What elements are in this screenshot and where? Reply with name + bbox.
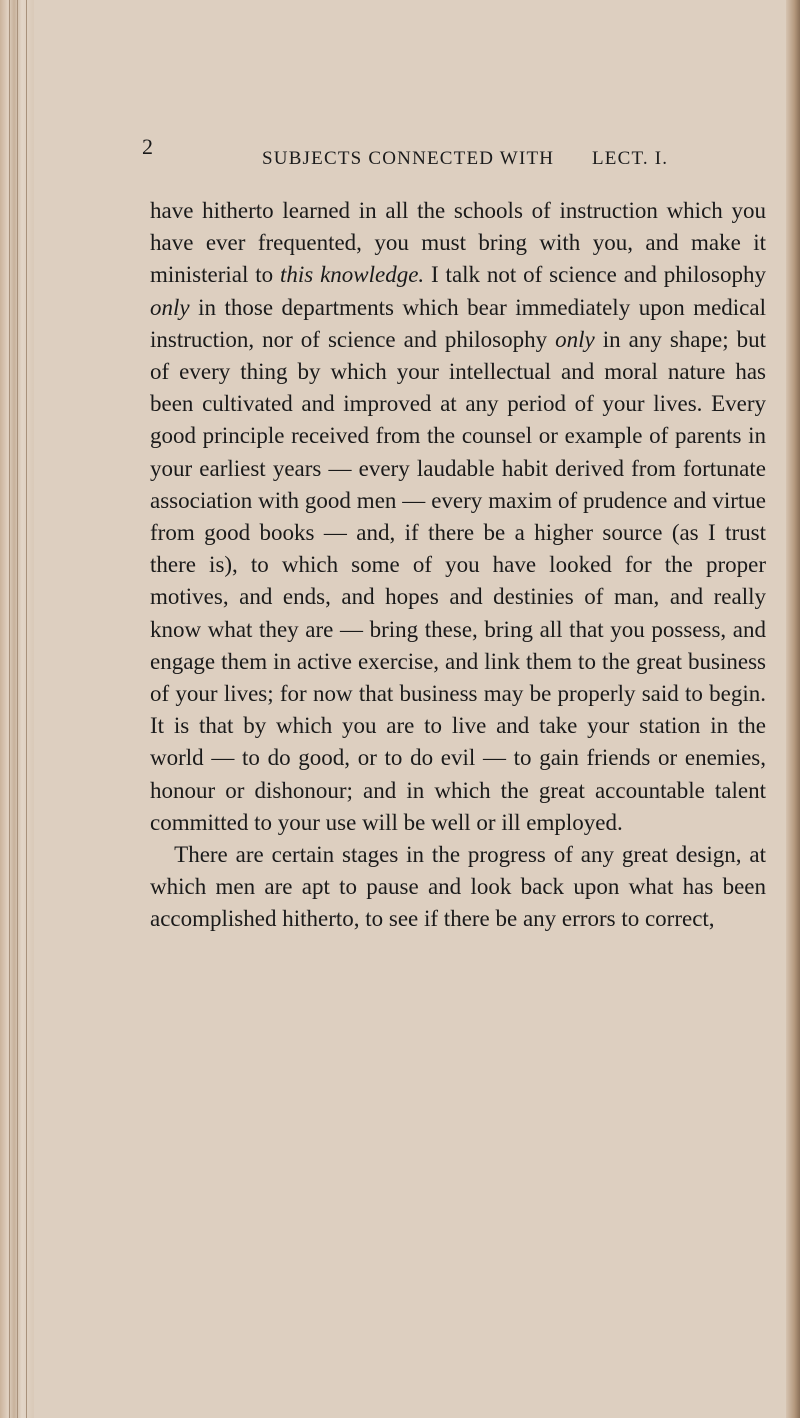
running-head-title: SUBJECTS CONNECTED WITH	[262, 148, 555, 169]
text-run: in those departments which bear immediately upon medical instruction, nor of science and philosophy	[150, 294, 766, 352]
italic-run: only	[150, 294, 190, 320]
text-run: I talk not of science and philosophy	[424, 262, 767, 288]
page-number: 2	[142, 134, 155, 159]
body-text	[150, 195, 766, 936]
italic-run: only	[555, 326, 595, 352]
page-binding-gutter	[0, 0, 34, 1418]
text-run: have hitherto learned in all the schools of instruction which you have ever frequented, you must bring with you, and make it ministerial to	[150, 198, 766, 288]
page-edge-shadow	[786, 0, 800, 1418]
running-head-lecture: LECT. I.	[592, 148, 669, 169]
paragraph	[150, 195, 766, 839]
paragraph	[150, 839, 766, 936]
text-run: in any shape; but of every thing by which your intellectual and moral nature has been cultivated and improved at any period of your lives. Every good principle received from the counsel or example of parents in your earliest years — every laudable habit derived from fortunate association with good men — every maxim of prudence and virtue from good books — and, if there be a higher source (as I trust there is), to which some of you have looked for the proper motives, and ends, and hopes and destinies of man, and really know what they are — bring these, bring all that you possess, and engage them in active exercise, and link them to the great business of your lives; for now that business may be properly said to begin. It is that by which you are to live and take your station in the world — to do good, or to do evil — to gain friends or enemies, honour or dishonour; and in which the great accountable talent committed to your use will be well or ill employed.	[150, 326, 766, 835]
running-head	[0, 134, 800, 172]
italic-run: this knowledge.	[279, 262, 425, 288]
text-run: There are certain stages in the progress of any great design, at which men are apt to pause and look back upon what has been accomplished hitherto, to see if there be any errors to correct,	[150, 842, 766, 932]
